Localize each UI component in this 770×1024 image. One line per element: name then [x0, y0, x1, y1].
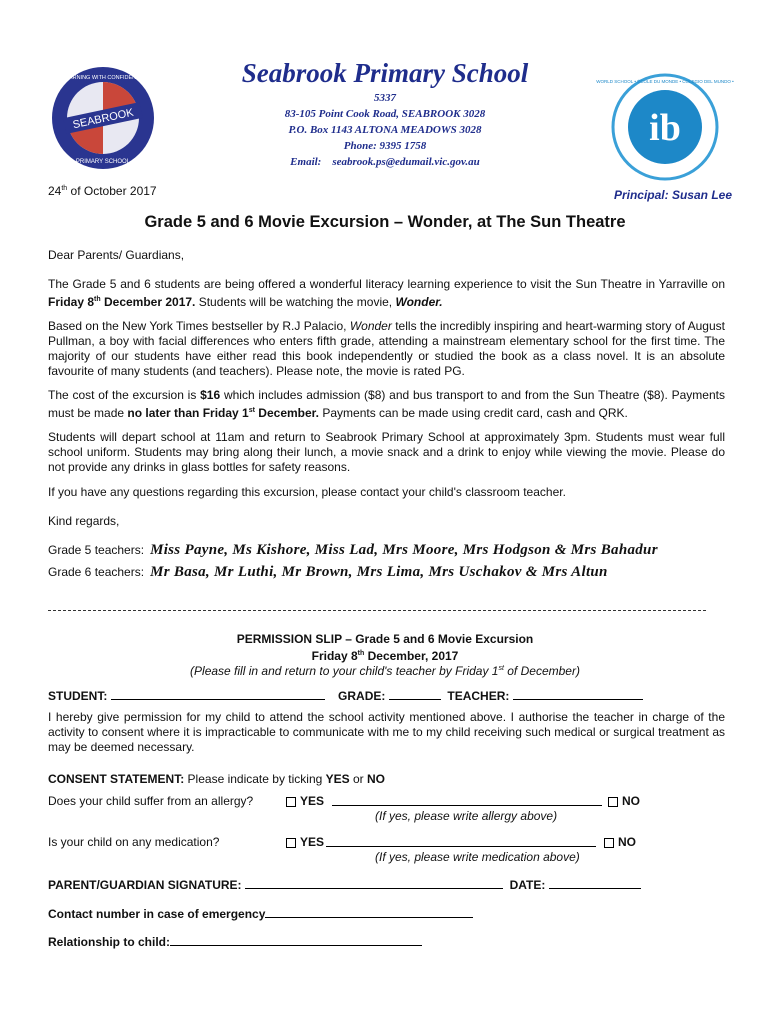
student-field[interactable]	[111, 688, 325, 700]
email-label: Email:	[290, 156, 322, 168]
medication-yes-checkbox[interactable]	[286, 838, 296, 848]
allergy-yes-checkbox[interactable]	[286, 797, 296, 807]
paragraph-2: Based on the New York Times bestseller by R.J Palacio, Wonder tells the incredibly inspiring and heart-warming story of August Pullman, a boy with facial differences who enters fifth grade, attending a mainstream elementary school for the first time. The majority of our students have either read this book independently or studied the book as a class novel. It is an absolute favourite of many students (and teachers). Please note, the movie is rated PG.	[48, 319, 725, 378]
medication-hint: (If yes, please write medication above)	[375, 850, 580, 864]
allergy-yes-option[interactable]: YES	[286, 794, 324, 808]
grade5-teachers: Grade 5 teachers: Miss Payne, Ms Kishore, Miss Lad, Mrs Moore, Mrs Hodgson & Mrs Bahadur	[48, 542, 658, 558]
paragraph-4: Students will depart school at 11am and return to Seabrook Primary School at approximately 3pm. Students must wear full school uniform. Students may bring along their lunch, a movie snack and a drink to enjoy while viewing the movie. Please do not provide any drinks in glass bottles for safety reasons.	[48, 430, 725, 474]
logo-top-text: LEARNING WITH CONFIDENCE	[62, 75, 144, 81]
paragraph-5: If you have any questions regarding this excursion, please contact your child's classroom teacher.	[48, 485, 566, 499]
allergy-no-checkbox[interactable]	[608, 797, 618, 807]
allergy-hint: (If yes, please write allergy above)	[375, 809, 558, 823]
letter-title: Grade 5 and 6 Movie Excursion – Wonder, at The Sun Theatre	[144, 213, 626, 231]
contact-field[interactable]	[265, 906, 473, 918]
school-email-line	[180, 154, 590, 170]
date-field[interactable]	[549, 877, 641, 889]
ib-ring-text: WORLD SCHOOL • ÉCOLE DU MONDE • COLEGIO DEL MUNDO •	[596, 79, 734, 84]
medication-no-checkbox[interactable]	[604, 838, 614, 848]
grade-field[interactable]	[389, 688, 441, 700]
ib-text: ib	[649, 107, 681, 149]
teacher-field[interactable]	[513, 688, 643, 700]
allergy-no-option[interactable]: NO	[608, 794, 640, 808]
school-email[interactable]: seabrook.ps@edumail.vic.gov.au	[332, 156, 480, 168]
paragraph-1: The Grade 5 and 6 students are being offered a wonderful literacy learning experience to visit the Sun Theatre in Yarraville on Friday 8th December 2017. Students will be watching the movie, Wonder.	[48, 277, 725, 309]
cut-line-divider	[48, 610, 706, 611]
permission-statement: I hereby give permission for my child to attend the school activity mentioned above. I authorise the teacher in charge of the activity to consent where it is impracticable to communicate with me to my child receiving such medical or surgical treatment as may be deemed necessary.	[48, 710, 725, 754]
slip-date: Friday 8th December, 2017	[311, 649, 459, 663]
school-number: 5337	[374, 92, 396, 104]
grade5-teacher-names: Miss Payne, Ms Kishore, Miss Lad, Mrs Moore, Mrs Hodgson & Mrs Bahadur	[150, 542, 658, 558]
closing: Kind regards,	[48, 514, 120, 528]
school-address: 83-105 Point Cook Road, SEABROOK 3028	[284, 108, 486, 120]
allergy-details-field[interactable]	[332, 794, 602, 806]
grade6-teacher-names: Mr Basa, Mr Luthi, Mr Brown, Mrs Lima, Mrs Uschakov & Mrs Altun	[150, 564, 608, 580]
paragraph-3: The cost of the excursion is $16 which includes admission ($8) and bus transport to and from the Sun Theatre ($8). Payments must be made no later than Friday 1st December. Payments can be made using credit card, cash and QRK.	[48, 388, 725, 420]
school-po-box: P.O. Box 1143 ALTONA MEADOWS 3028	[288, 124, 482, 136]
principal: Principal: Susan Lee	[613, 188, 732, 202]
slip-return-note: (Please fill in and return to your child's teacher by Friday 1st of December)	[190, 664, 580, 678]
medication-yes-option[interactable]: YES	[286, 835, 324, 849]
student-grade-teacher-row: STUDENT: GRADE: TEACHER:	[48, 688, 643, 703]
relationship-row: Relationship to child:	[48, 934, 422, 949]
slip-heading: PERMISSION SLIP – Grade 5 and 6 Movie Excursion	[236, 632, 534, 646]
seabrook-logo	[50, 65, 156, 171]
medication-question: Is your child on any medication?	[48, 835, 220, 849]
school-name: Seabrook Primary School	[241, 58, 529, 88]
allergy-question: Does your child suffer from an allergy?	[48, 794, 254, 808]
consent-statement: CONSENT STATEMENT: Please indicate by ticking YES or NO	[48, 772, 385, 786]
medication-no-option[interactable]: NO	[604, 835, 636, 849]
signature-row: PARENT/GUARDIAN SIGNATURE: DATE:	[48, 877, 641, 892]
greeting: Dear Parents/ Guardians,	[48, 248, 185, 262]
logo-bottom-text: PRIMARY SCHOOL	[75, 159, 131, 165]
signature-field[interactable]	[245, 877, 503, 889]
medication-details-field[interactable]	[326, 835, 596, 847]
relationship-field[interactable]	[170, 934, 422, 946]
grade6-teachers: Grade 6 teachers: Mr Basa, Mr Luthi, Mr Brown, Mrs Lima, Mrs Uschakov & Mrs Altun	[48, 564, 608, 580]
contact-row: Contact number in case of emergency	[48, 906, 473, 921]
school-phone: Phone: 9395 1758	[343, 140, 427, 152]
letter-date: 24th of October 2017	[48, 184, 157, 198]
ib-world-school-logo	[596, 72, 734, 182]
logo-center-text: SEABROOK	[71, 106, 135, 132]
